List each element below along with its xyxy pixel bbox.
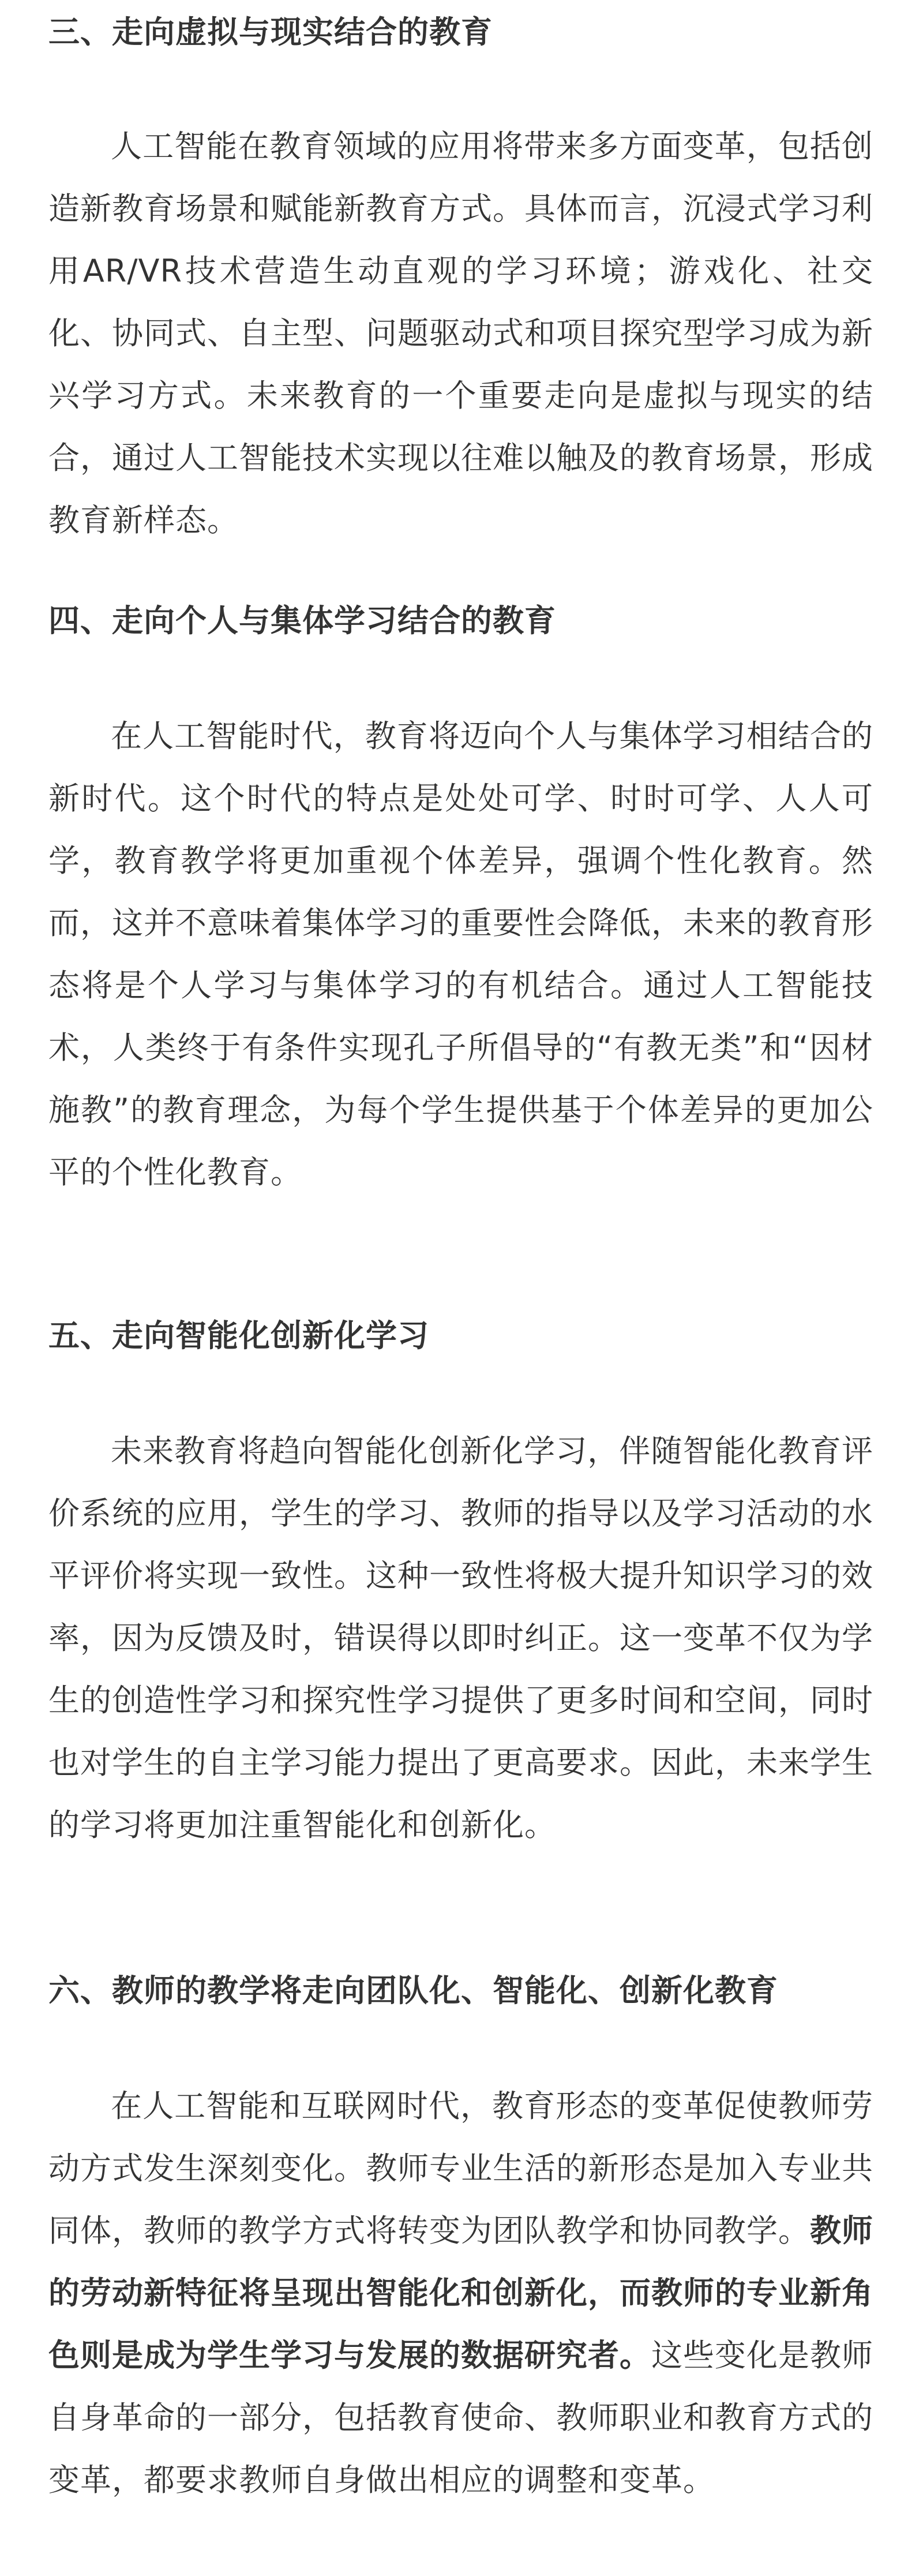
paragraph-bold-highlight: 教师的劳动新特征将呈现出智能化和创新化，而教师的专业新角色则是成为学生学习与发展的数据研究者。: [48, 2212, 873, 2373]
section-paragraph-individual-collective-learning: 在人工智能时代，教育将迈向个人与集体学习相结合的新时代。这个时代的特点是处处可学、时时可学、人人可学，教育教学将更加重视个体差异，强调个性化教育。然而，这并不意味着集体学习的重要性会降低，未来的教育形态将是个人学习与集体学习的有机结合。通过人工智能技术，人类终于有条件实现孔子所倡导的“有教无类”和“因材施教”的教育理念，为每个学生提供基于个体差异的更加公平的个性化教育。: [48, 718, 873, 1190]
section-heading-intelligent-innovative-learning: 五、走向智能化创新化学习: [48, 1317, 429, 1354]
section-heading-virtual-reality-education: 三、走向虚拟与现实结合的教育: [48, 14, 493, 50]
section-heading-teacher-teaching: 六、教师的教学将走向团队化、智能化、创新化教育: [48, 1972, 778, 2009]
section-paragraph-teacher-teaching: [48, 2075, 873, 2511]
paragraph-tail-text: 这些变化是教师自身革命的一部分，包括教育使命、教师职业和教育方式的变革，都要求教师自身做出相应的调整和变革。: [48, 2337, 873, 2498]
section-paragraph-intelligent-innovative-learning: 未来教育将趋向智能化创新化学习，伴随智能化教育评价系统的应用，学生的学习、教师的指导以及学习活动的水平评价将实现一致性。这种一致性将极大提升知识学习的效率，因为反馈及时，错误得以即时纠正。这一变革不仅为学生的创造性学习和探究性学习提供了更多时间和空间，同时也对学生的自主学习能力提出了更高要求。因此，未来学生的学习将更加注重智能化和创新化。: [48, 1433, 873, 1843]
section-heading-individual-collective-learning: 四、走向个人与集体学习结合的教育: [48, 602, 556, 639]
paragraph-lead-text: 在人工智能和互联网时代，教育形态的变革促使教师劳动方式发生深刻变化。教师专业生活的新形态是加入专业共同体，教师的教学方式将转变为团队教学和协同教学。: [48, 2088, 873, 2249]
section-paragraph-virtual-reality-education: 人工智能在教育领域的应用将带来多方面变革，包括创造新教育场景和赋能新教育方式。具体而言，沉浸式学习利用AR/VR技术营造生动直观的学习环境；游戏化、社交化、协同式、自主型、问题驱动式和项目探究型学习成为新兴学习方式。未来教育的一个重要走向是虚拟与现实的结合，通过人工智能技术实现以往难以触及的教育场景，形成教育新样态。: [48, 128, 873, 538]
